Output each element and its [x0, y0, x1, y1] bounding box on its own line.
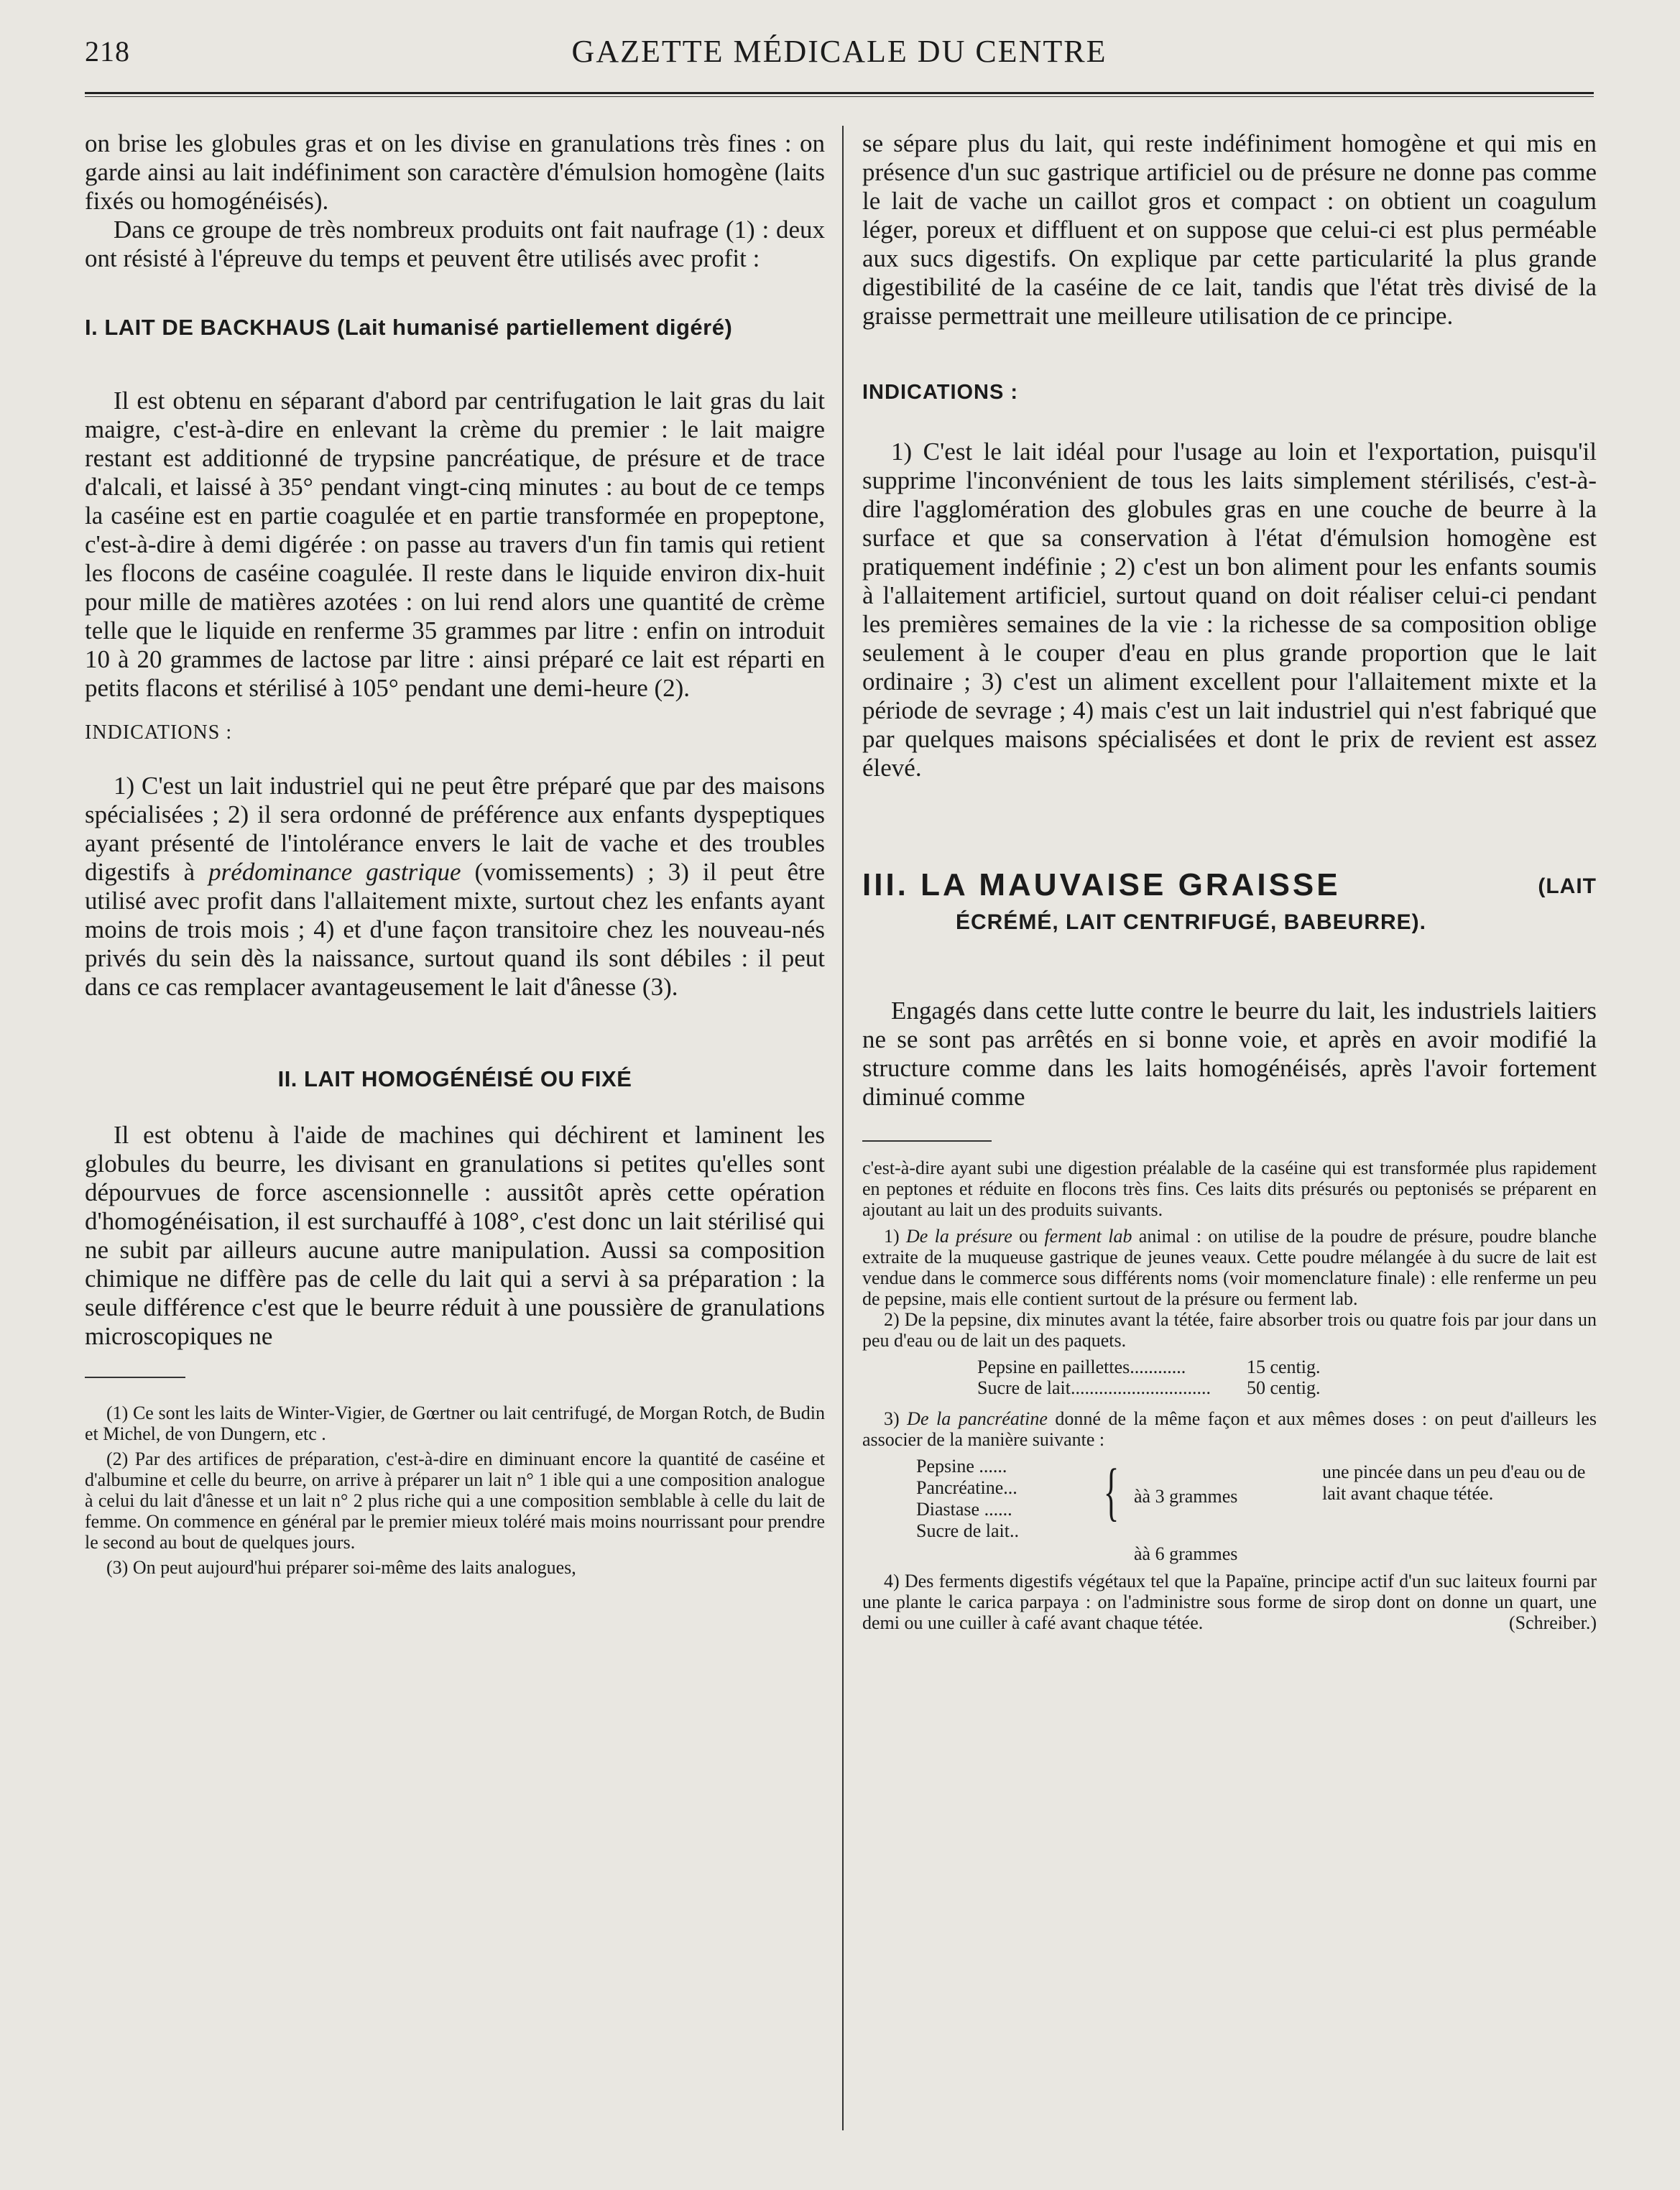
footnote-pepsine: 2) De la pepsine, dix minutes avant la tétée, faire absorber trois ou quatre fois par jour dans un peu d'eau ou de lait un des paquets.: [862, 1309, 1597, 1351]
footnote-3: (3) On peut aujourd'hui préparer soi-même des laits analogues,: [106, 1557, 576, 1578]
mixture-ingredients: Pepsine ...... Pancréatine... Diastase ...... Sucre de lait..: [916, 1456, 1019, 1541]
right-paragraph-1: se sépare plus du lait, qui reste indéfiniment homogène et qui mis en présence d'un suc gastrique artificiel ou de présure ne donne pas comme le lait de vache un caillot gros et compact : on obtient un coagulum léger, poreux et diffluent et on suppose que celui-ci est plus perméable aux sucs digestifs. On explique par cette particularité la plus grande digestibilité de la caséine de ce lait, tandis que l'état très divisé de la graisse permettrait une meilleure utilisation de ce principe.: [862, 129, 1597, 330]
indications-heading-1: INDICATIONS :: [85, 721, 233, 744]
left-paragraph-backhaus: Il est obtenu en séparant d'abord par centrifugation le lait gras du lait maigre, c'est-à-dire en enlevant la crème du premier : le lait maigre restant est additionné de trypsine pancréatique, de présure et de trace d'alcali, et laissé à 35° pendant vingt-cinq minutes : au bout de ce temps la caséine est en partie coagulée et en partie transformée en propeptone, c'est-à-dire à demi digérée : on passe au travers d'un fin tamis qui retient les flocons de caséine coagulée. Il reste dans le liquide environ dix-huit pour mille de matières azotées : on lui rend alors une quantité de crème telle que le liquide en renferme 35 grammes par litre : enfin on introduit 10 à 20 grammes de lactose par litre : ainsi préparé ce lait est réparti en petits flacons et stérilisé à 105° pendant une demi-heure (2).: [85, 387, 825, 702]
dose-row: Pepsine en paillettes............ 15 centig.: [977, 1357, 1321, 1377]
section-heading-mauvaise-graisse: III. LA MAUVAISE GRAISSE (LAIT ÉCRÉMÉ, LAIT CENTRIFUGÉ, BABEURRE).: [862, 867, 1597, 934]
left-paragraph-1: on brise les globules gras et on les divise en granulations très fines : on garde ainsi au lait indéfiniment son caractère d'émulsion homogène (laits fixés ou homogénéisés).: [85, 129, 825, 215]
column-divider: [842, 126, 844, 2130]
footnote-continuation: c'est-à-dire ayant subi une digestion préalable de la caséine qui est transformée plus rapidement en peptones et réduite en flocons très fins. Ces laits dits présurés ou peptonisés se préparent en ajoutant au lait un des produits suivants.: [862, 1158, 1597, 1220]
header-rule: [85, 92, 1594, 94]
page-number: 218: [85, 35, 130, 68]
dose-row: Sucre de lait.............................. 50 centig.: [977, 1377, 1321, 1398]
journal-title: GAZETTE MÉDICALE DU CENTRE: [571, 34, 1107, 69]
footnote-papaine: 4) Des ferments digestifs végétaux tel que la Papaïne, principe actif d'un suc laiteux fourni par une plante le carica parpaya : on l'administre sous forme de sirop dont on donne un quart, une demi ou une cuiller à café avant chaque tétée.: [862, 1571, 1597, 1633]
italic-gastric: prédominance gastrique: [208, 858, 461, 886]
footnote-presure: 1) De la présure ou ferment lab animal : on utilise de la poudre de présure, poudre blanche extraite de la muqueuse gastrique de jeunes veaux. Cette poudre mélangée à du sucre de lait est vendue dans le commerce sous différents noms (voir momenclature finale) : elle renferme un peu de pepsine, mais elle contient surtout de la présure ou ferment lab.: [862, 1226, 1597, 1309]
section-heading-backhaus: I. LAIT DE BACKHAUS (Lait humanisé partiellement digéré): [85, 315, 733, 340]
left-column: [85, 129, 825, 1578]
right-paragraph-mauvaise: Engagés dans cette lutte contre le beurre du lait, les industriels laitiers ne se sont pas arrêtés en si bonne voie, et après en avoir modifié la structure comme dans les laits homogénéisés, après l'avoir fortement diminué comme: [862, 997, 1597, 1111]
indications-heading-2: INDICATIONS :: [862, 381, 1019, 404]
right-paragraph-indications: 1) C'est le lait idéal pour l'usage au loin et l'exportation, puisqu'il supprime l'inconvénient de tous les laits simplement stérilisés, c'est-à-dire l'agglomération des globules gras en une couche de beurre à la surface et que sa conservation à l'état d'émulsion homogène est pratiquement indéfinie ; 2) c'est un bon aliment pour les enfants soumis à l'allaitement artificiel, surtout quand on doit réaliser celui-ci pendant les premières semaines de la vie : la richesse de sa composition oblige seulement à le couper d'eau en plus grande proportion que le lait ordinaire ; 3) c'est un aliment excellent pour l'allaitement mixte et la période de sevrage ; 4) mais c'est un lait industriel qui n'est fabriqué que par quelques maisons spécialisées et dont le prix de revient est assez élevé.: [862, 438, 1597, 782]
mixture-usage: une pincée dans un peu d'eau ou de lait avant chaque tétée.: [1322, 1461, 1586, 1504]
mixture-table: [862, 1456, 1597, 1571]
running-head: [85, 29, 1594, 72]
left-paragraph-homogenise: Il est obtenu à l'aide de machines qui déchirent et laminent les globules du beurre, les divisant en granulations si petites qu'elles sont dépourvues de force ascensionnelle : aussitôt après cette opération d'homogénéisation, il est surchauffé à 108°, c'est donc un lait stérilisé qui ne subit par ailleurs aucune autre manipulation. Aussi sa composition chimique ne diffère pas de celle du lait qui a servi à sa préparation : la seule différence c'est que le beurre réduit à une poussière de granulations microscopiques ne: [85, 1121, 825, 1350]
right-column: [862, 129, 1597, 1633]
left-paragraph-2: Dans ce groupe de très nombreux produits ont fait naufrage (1) : deux ont résisté à l'épreuve du temps et peuvent être utilisés avec profit :: [85, 216, 825, 272]
brace-glyph: {: [1103, 1456, 1120, 1528]
quantity-6g: àà 6 grammes: [1134, 1543, 1238, 1564]
section-heading-homogenise: II. LAIT HOMOGÉNÉISÉ OU FIXÉ: [277, 1066, 632, 1091]
footnote-2: (2) Par des artifices de préparation, c'est-à-dire en diminuant encore la quantité de caséine et d'albumine et celle du beurre, on arrive à préparer un lait n° 1 ible qui a une composition analogue à celui du lait d'ânesse et un lait n° 2 plus riche qui a une composition semblable à celle du lait de femme. On commence en général par le premier mieux toléré mais moins nourrissant pour prendre le second au bout de quelques jours.: [85, 1449, 825, 1553]
left-paragraph-indications: 1) C'est un lait industriel qui ne peut être préparé que par des maisons spécialisées ; 2) il sera ordonné de préférence aux enfants dyspeptiques ayant présenté de l'intolérance envers le lait de vache et des troubles digestifs à prédominance gastrique (vomissements) ; 3) il peut être utilisé avec profit dans l'allaitement mixte, surtout chez les enfants ayant moins de trois mois ; 4) et d'une façon transitoire chez les nouveau-nés privés du sein dès la naissance, surtout quand ils sont débiles : il peut dans ce cas remplacer avantageusement le lait d'ânesse (3).: [85, 772, 825, 1001]
quantity-3g: àà 3 grammes: [1134, 1486, 1238, 1507]
footnote-pancreatine: 3) De la pancréatine donné de la même façon et aux mêmes doses : on peut d'ailleurs les associer de la manière suivante :: [862, 1408, 1597, 1450]
dose-table: [977, 1357, 1327, 1398]
header-rule-thin: [85, 96, 1594, 97]
footnote-credit: (Schreiber.): [1508, 1612, 1597, 1633]
footnote-1: (1) Ce sont les laits de Winter-Vigier, de Gœrtner ou lait centrifugé, de Morgan Rotch, de Budin et Michel, de von Dungern, etc .: [85, 1403, 825, 1444]
